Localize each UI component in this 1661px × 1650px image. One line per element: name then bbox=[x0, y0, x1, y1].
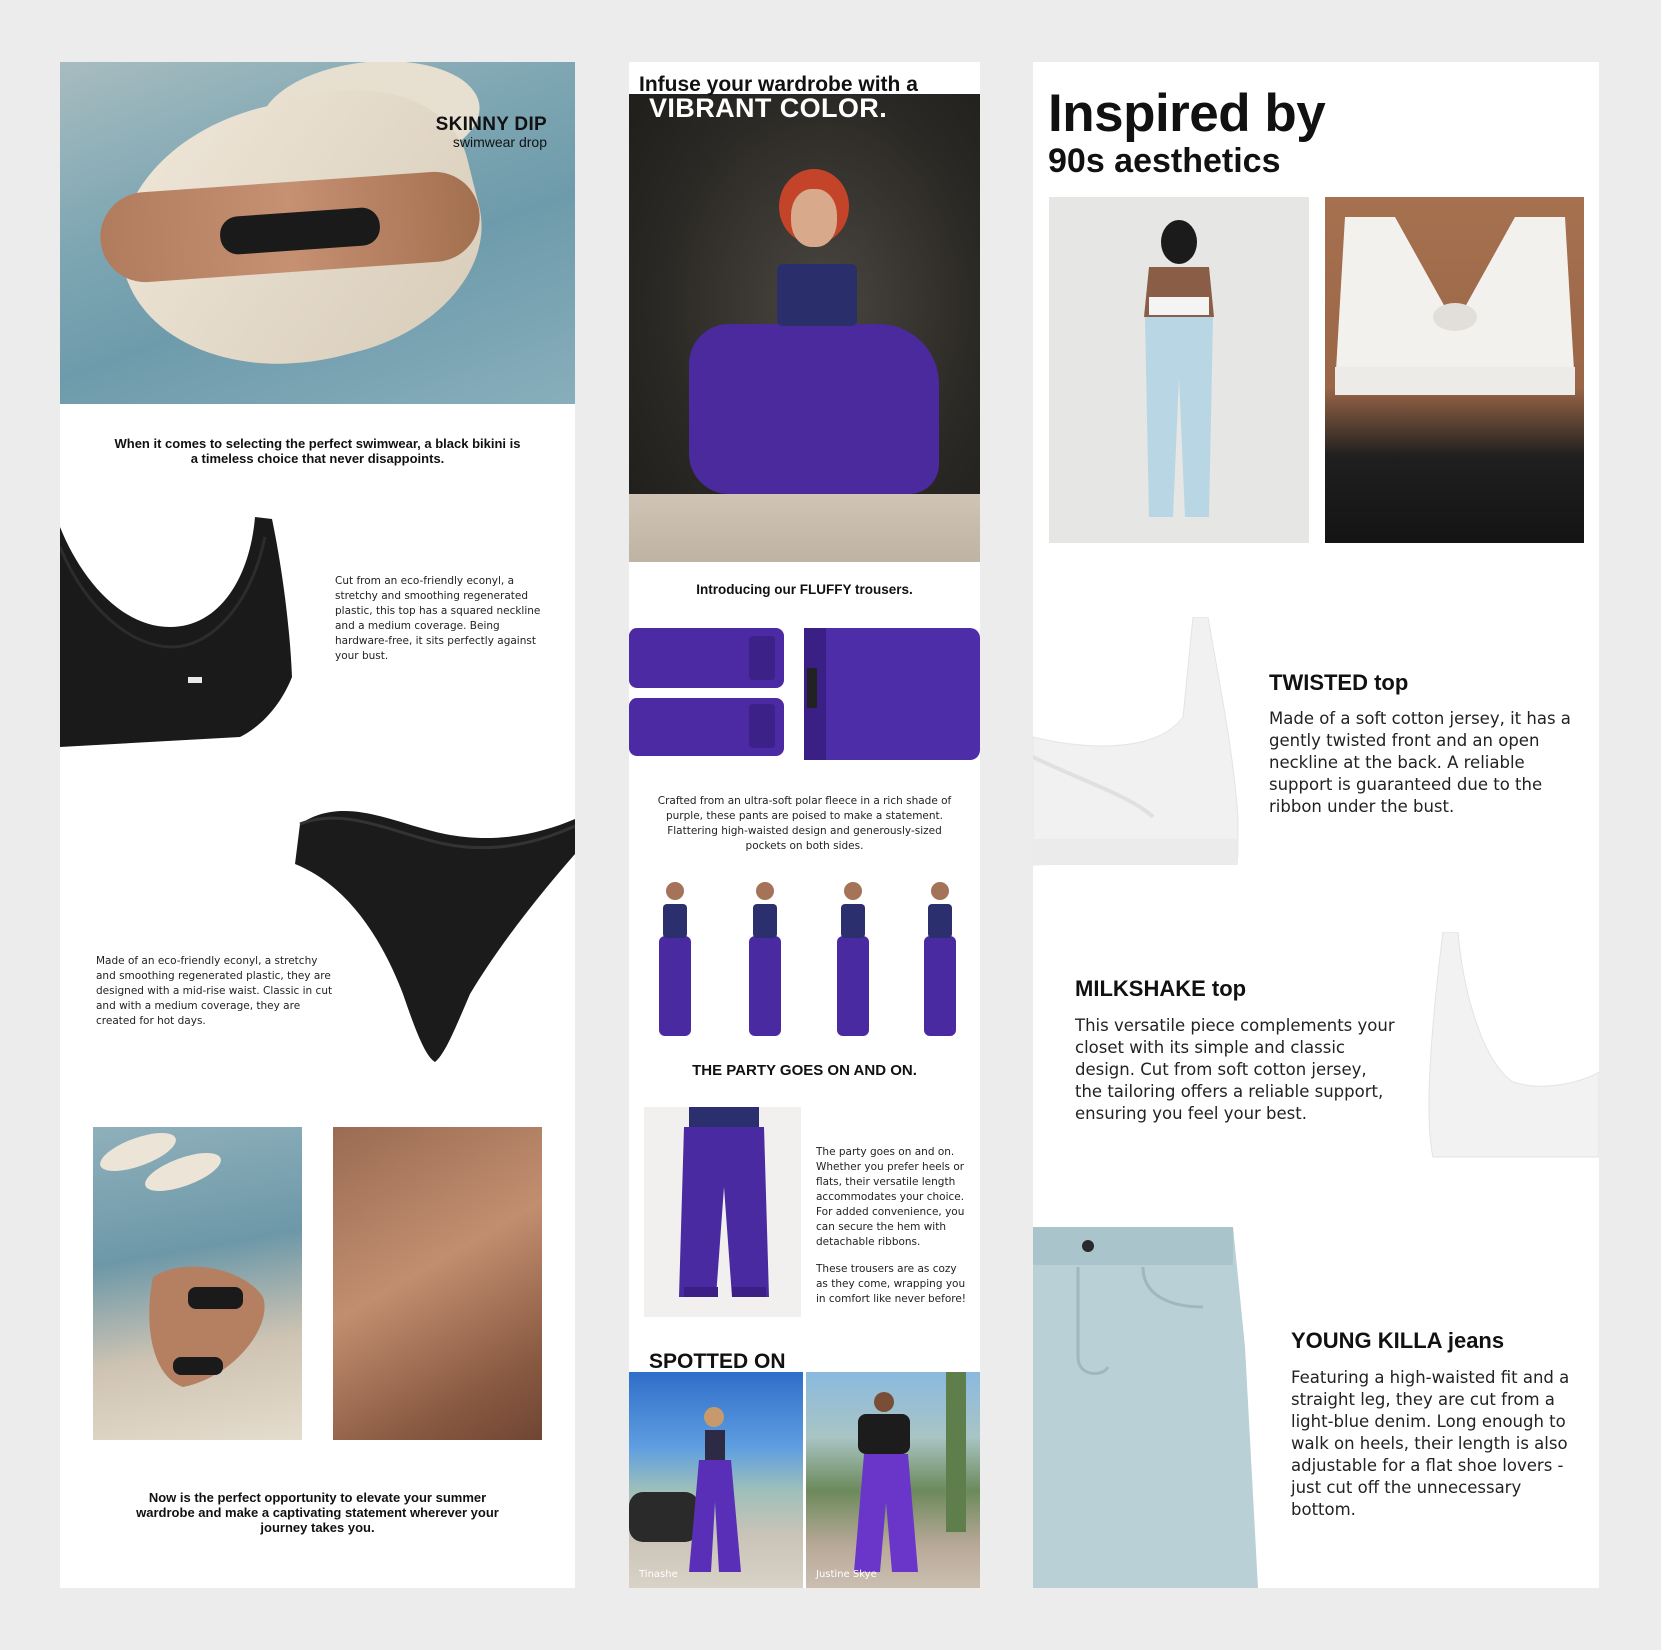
hero-model-purple-trousers bbox=[629, 94, 980, 562]
swimwear-outro-text: Now is the perfect opportunity to elevate your summer wardrobe and make a captivating statement wherever your journey takes you. bbox=[136, 1490, 499, 1535]
spotted-photo-justine-skye bbox=[806, 1372, 980, 1588]
model-back-jeans-photo bbox=[1049, 197, 1309, 543]
trousers-flatlay-image bbox=[629, 628, 980, 760]
email-panel-swimwear bbox=[60, 62, 575, 1588]
email-panel-fluffy-trousers bbox=[629, 62, 980, 1588]
young-killa-jeans-product-image bbox=[1033, 1227, 1258, 1588]
party-trousers-image bbox=[644, 1107, 801, 1317]
hero-heading-line2: VIBRANT COLOR. bbox=[649, 93, 888, 123]
panel3-heading-line2: 90s aesthetics bbox=[1048, 142, 1281, 180]
spotted-name-tinashe: Tinashe bbox=[639, 1569, 678, 1580]
hero-title bbox=[436, 114, 547, 150]
swimwear-intro-text: When it comes to selecting the perfect swimwear, a black bikini is a timeless choice that never disappoints. bbox=[114, 436, 521, 466]
party-description bbox=[816, 1145, 966, 1307]
twisted-top-closeup-photo bbox=[1325, 197, 1584, 543]
twisted-top-product-image bbox=[1033, 617, 1243, 877]
skin-closeup-photo bbox=[333, 1127, 542, 1440]
milkshake-top-product-image bbox=[1423, 932, 1599, 1172]
milkshake-top-title: MILKSHAKE top bbox=[1075, 976, 1247, 1001]
milkshake-top-description: This versatile piece complements your closet with its simple and classic design. Cut from soft cotton jersey, the tailoring offers a reliable support, ensuring you feel your best. bbox=[1075, 1016, 1395, 1123]
twisted-top-title: TWISTED top bbox=[1269, 670, 1409, 695]
party-heading: THE PARTY GOES ON AND ON. bbox=[692, 1062, 917, 1079]
twisted-top-description: Made of a soft cotton jersey, it has a gently twisted front and an open neckline at the back. A reliable support is guaranteed due to the ribbon under the bust. bbox=[1269, 709, 1571, 816]
fluffy-description: Crafted from an ultra-soft polar fleece in a rich shade of purple, these pants are poised to make a statement. Flattering high-waisted design and generously-sized pockets on both sides. bbox=[657, 795, 952, 852]
young-killa-jeans-title: YOUNG KILLA jeans bbox=[1291, 1328, 1505, 1353]
party-description-p2: These trousers are as cozy as they come, wrapping you in comfort like never before! bbox=[816, 1263, 967, 1305]
hero-subtitle-text: swimwear drop bbox=[452, 134, 547, 150]
model-poses-image bbox=[649, 876, 964, 1044]
hero-heading-line1: Infuse your wardrobe with a bbox=[639, 73, 918, 96]
hero-title-text: SKINNY DIP bbox=[435, 114, 547, 135]
young-killa-jeans-description: Featuring a high-waisted fit and a straight leg, they are cut from a light-blue denim. Long enough to walk on heels, their length is also adjustable for a flat shoe lovers - just cut off the unnecessary bottom. bbox=[1291, 1368, 1570, 1519]
spotted-name-justine-skye: Justine Skye bbox=[816, 1569, 877, 1580]
fluffy-intro-text: Introducing our FLUFFY trousers. bbox=[696, 582, 913, 597]
panel3-heading-line1: Inspired by bbox=[1048, 84, 1326, 143]
bikini-top-description: Cut from an eco-friendly econyl, a stretchy and smoothing regenerated plastic, this top has a squared neckline and a medium coverage. Being hardware-free, it sits perfectly against your bust. bbox=[335, 575, 541, 662]
bikini-bottom-description: Made of an eco-friendly econyl, a stretchy and smoothing regenerated plastic, they are designed with a mid-rise waist. Classic in cut and with a medium coverage, they are created for hot days. bbox=[96, 955, 333, 1027]
email-panel-90s bbox=[1033, 62, 1599, 1588]
spotted-on-heading: SPOTTED ON bbox=[649, 1350, 786, 1373]
spotted-photo-tinashe bbox=[629, 1372, 803, 1588]
party-description-p1: The party goes on and on. Whether you prefer heels or flats, their versatile length accommodates your choice. For added convenience, you can secure the hem with detachable ribbons. bbox=[816, 1146, 965, 1248]
bikini-top-image bbox=[60, 517, 300, 747]
lounger-model-photo bbox=[93, 1127, 302, 1440]
